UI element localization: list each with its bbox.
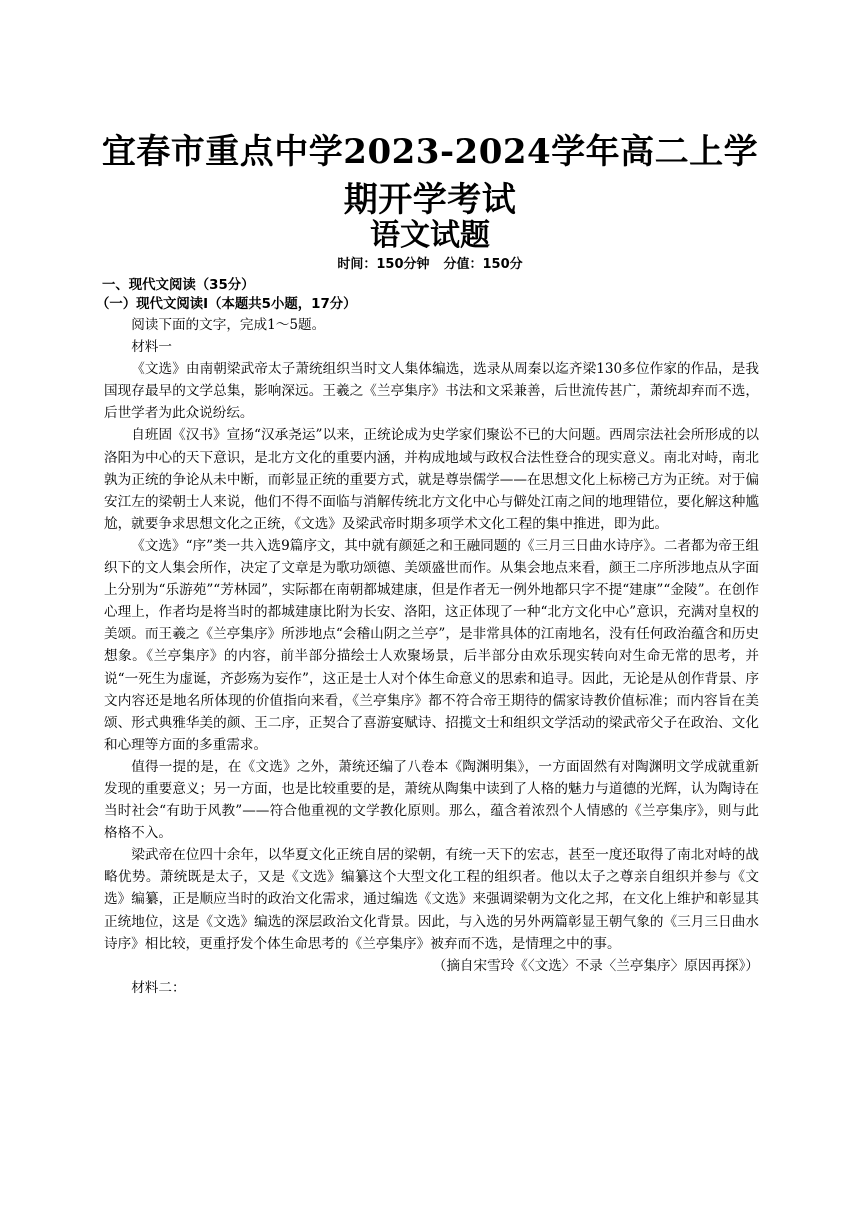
exam-score: 分值：150分 xyxy=(443,257,523,272)
material-label: 材料一 xyxy=(131,339,172,356)
source-citation: （摘自宋雪玲《〈文选〉不录〈兰亭集序〉原因再探》） xyxy=(432,957,759,974)
paragraph: 自班固《汉书》宣扬“汉承尧运”以来，正统论成为史学家们聚讼不已的大问题。西周宗法社会所形成的以洛阳为中心的天下意识，是北方文化的重要内涵，并构成地域与政权合法性登合的现实意义。南北对峙，南北孰为正统的争论从未中断，而彰显正统的重要方式，就是尊崇儒学——在思想文化上标榜己方为正统。对于偏安江左的梁朝士人来说，他们不得不面临与消解传统北方文化中心与僻处江南之间的地理错位，要化解这种尴尬，就要争求思想文化之正统，《文选》及梁武帝时期多项学术文化工程的集中推进，即为此。 xyxy=(104,427,759,532)
paragraph: 《文选》由南朝梁武帝太子萧统组织当时文人集体编选，选录从周秦以迄齐梁130多位作家的作品，是我国现存最早的文学总集，影响深远。王羲之《兰亭集序》书法和文采兼善，后世流传甚广，萧统却弃而不选，后世学者为此众说纷纭。 xyxy=(104,361,759,422)
exam-body xyxy=(96,276,759,999)
exam-time: 时间：150分钟 xyxy=(337,257,430,272)
instruction: 阅读下面的文字，完成1～5题。 xyxy=(131,317,326,333)
paragraph: 《文选》“序”类一共入选9篇序文，其中就有颜延之和王融同题的《三月三日曲水诗序》。二者都为帝王组织下的文人集会所作，决定了文章是为歌功颂德、美颂盛世而作。从集会地点来看，颜王二序所涉地点从字面上分别为“乐游苑”“芳林园”，实际都在南朝都城建康，但是作者无一例外地都只字不提“建康”“金陵”。在创作心理上，作者均是将当时的都城建康比附为长安、洛阳，这正体现了一种“北方文化中心”意识，充满对皇权的美颂。而王羲之《兰亭集序》所涉地点“会稽山阴之兰亭”，是非常具体的江南地名，没有任何政治蕴含和历史想象。《兰亭集序》的内容，前半部分描绘士人欢聚场景，后半部分由欢乐现实转向对生命无常的思考，并说“一死生为虚诞，齐彭殇为妄作”，这正是士人对个体生命意义的思索和追寻。因此，无论是从创作背景、序文内容还是地名所体现的价值指向来看，《兰亭集序》都不符合帝王期待的儒家诗教价值标准；而内容旨在美颂、形式典雅华美的颜、王二序，正契合了喜游宴赋诗、招揽文士和组织文学活动的梁武帝父子在政治、文化和心理等方面的多重需求。 xyxy=(104,537,759,753)
subject-title: 语文试题 xyxy=(370,218,490,253)
exam-meta xyxy=(0,256,860,274)
paragraph: 梁武帝在位四十余年，以华夏文化正统自居的梁朝，有统一天下的宏志，甚至一度还取得了南北对峙的战略优势。萧统既是太子，又是《文选》编纂这个大型文化工程的组织者。他以太子之尊亲自组织并参与《文选》编纂，正是顺应当时的政治文化需求，通过编选《文选》来强调梁朝为文化之邦，在文化上维护和彰显其正统地位，这是《文选》编选的深层政治文化背景。因此，与入选的另外两篇彰显王朝气象的《三月三日曲水诗序》相比较，更重抒发个体生命思考的《兰亭集序》被弃而不选，是情理之中的事。 xyxy=(104,847,759,952)
paragraph: 值得一提的是，在《文选》之外，萧统还编了八卷本《陶渊明集》，一方面固然有对陶渊明文学成就重新发现的重要意义；另一方面，也是比较重要的是，萧统从陶集中读到了人格的魅力与道德的光辉，认为陶诗在当时社会“有助于风教”——符合他重视的文学教化原则。那么，蕴含着浓烈个人情感的《兰亭集序》，则与此格格不入。 xyxy=(104,758,759,842)
section-heading: 一、现代文阅读（35分） xyxy=(102,278,255,293)
material-label: 材料二： xyxy=(131,979,186,996)
part-heading: （一）现代文阅读Ⅰ（本题共5小题，17分） xyxy=(96,297,357,312)
exam-title: 宜春市重点中学2023-2024学年高二上学期开学考试 xyxy=(101,132,759,220)
